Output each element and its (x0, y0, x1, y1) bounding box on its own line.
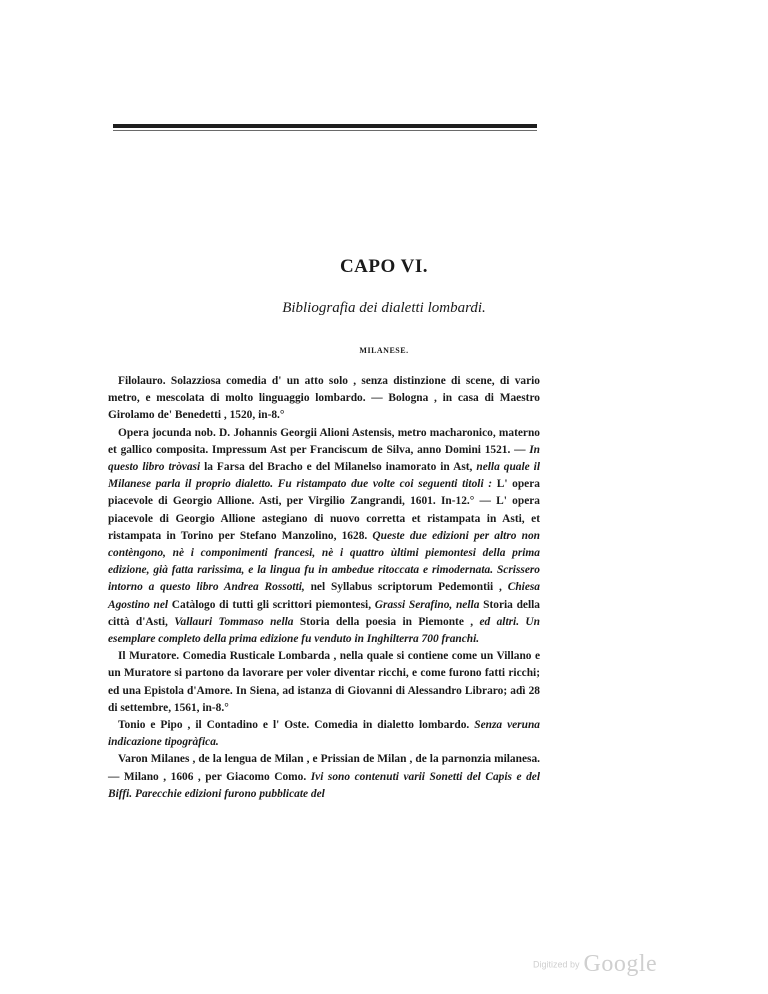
entry-italic-text: Senza veruna indicazione tipogràfica. (108, 719, 540, 749)
section-heading: MILANESE. (359, 346, 409, 355)
entry-text: L' opera piacevole di Georgio Allione. Asti, per Virgilio Zangrandi, 1601. In-12.° — L' opera piacevole di Georgio Allione astegiano di nuovo corretta et ristampata in Asti, et ristampata in Torino per Stefano Manzolino, 1628. (108, 478, 540, 542)
entry-italic-text: nella quale il Milanese parla il proprio dialetto. Fu ristampato due volte coi seguenti titoli : (108, 461, 540, 491)
entry-italic-text: ed altri. Un esemplare completo della prima edizione fu venduto in Inghilterra 700 franchi. (108, 615, 540, 646)
watermark-digitized-by: Digitized by (533, 959, 580, 970)
entry-text: Catàlogo di tutti gli scrittori piemontesi, (168, 598, 375, 611)
entry-text: Varon Milanes , de la lengua de Milan , e Prissian de Milan , de la parnonzia milanesa. — Milano , 1606 , per Giacomo Como. (108, 753, 540, 783)
entry-text: Tonio e Pipo , il Contadino e l' Oste. Comedia in dialetto lombardo. (118, 719, 475, 732)
entry-tonio-e-pipo (108, 717, 540, 751)
entry-varon-milanes (108, 751, 540, 803)
entry-italic-text: Grassi Serafino, nella (374, 598, 480, 611)
entry-italic-text: In questo libro tròvasi (108, 443, 540, 474)
entry-italic-text: Chiesa Agostino nel (108, 581, 540, 611)
google-logo: Google (583, 951, 658, 977)
entry-text: Storia della città d'Asti, (108, 598, 540, 628)
bibliography-body (108, 373, 540, 803)
entry-il-muratore (108, 648, 540, 717)
entry-filolauro (108, 373, 540, 425)
top-rule-thin (113, 130, 537, 131)
entry-text: Storia della poesia in Piemonte , (293, 615, 480, 628)
entry-text: Syllabus scriptorum Pedemontii , (330, 581, 508, 594)
entry-italic-text: Queste due edizioni per altro non contèngono, nè i componimenti francesi, nè i quattro ùltimi piemontesi della prima edizione, già fatta rarissima, e la lingua fu in ambedue ritoccata e rimodernata. Scrissero intorno a questo libro Andrea Rossotti, (108, 529, 540, 594)
entry-text: la Farsa del Bracho e del Milanelso inamorato in Ast, (200, 461, 477, 474)
entry-text: Opera jocunda nob. D. Johannis Georgii Alioni Astensis, metro macharonico, materno et gallico composita. Impressum Ast per Franciscum de Silva, anno Domini 1521. — (108, 426, 540, 456)
entry-text: Filolauro. Solazziosa comedia d' un atto solo , senza distinzione di scene, di vario metro, e mescolata di molto linguaggio lombardo. — Bologna , in casa di Maestro Girolamo de' Benedetti , 1520, in-8.° (108, 375, 540, 422)
chapter-title: CAPO VI. (339, 256, 429, 277)
entry-text: nel (304, 581, 331, 594)
entry-text: Il Muratore. Comedia Rusticale Lombarda , nella quale si contiene come un Villano e un Muratore si partono da lavorare per voler diventar ricchi, e come furono fatti ricchi; ed una Epistola d'Amore. In Siena, ad istanza di Giovanni di Alessandro Libraro; adì 28 di settembre, 1561, in-8.° (108, 650, 540, 714)
entry-italic-text: Ivi sono contenuti varii Sonetti del Capis e del Biffi. Parecchie edizioni furono pubblicate del (108, 770, 540, 800)
entry-opera-jocunda (108, 425, 540, 649)
entry-italic-text: Vallauri Tommaso nella (174, 615, 294, 628)
chapter-subtitle: Bibliografia dei dialetti lombardi. (282, 300, 486, 316)
google-watermark (533, 951, 657, 978)
top-rule (113, 124, 537, 128)
